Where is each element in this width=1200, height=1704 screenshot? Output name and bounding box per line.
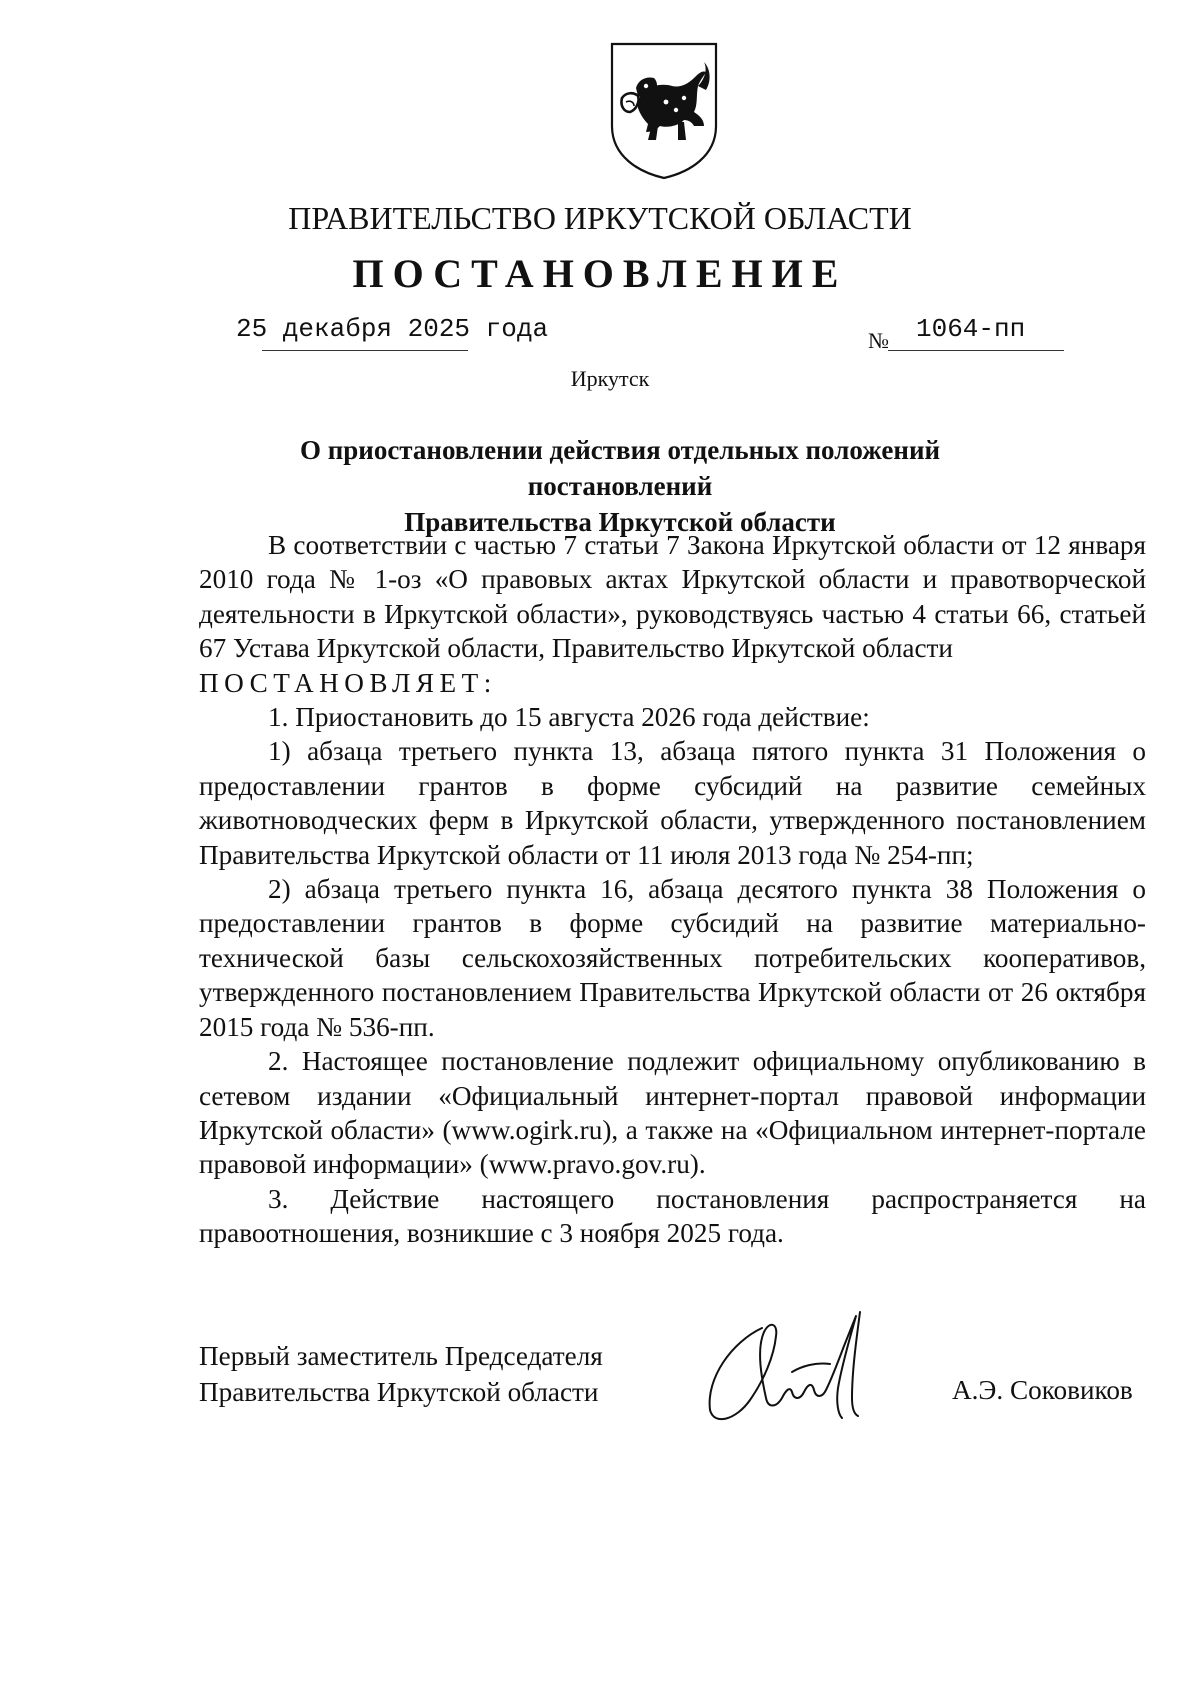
preamble-paragraph: В соответствии с частью 7 статьи 7 Закона Иркутской области от 12 января 2010 года № 1-оз «О правовых актах Иркутской области и правотворческой деятельности в Иркутской области», руководствуясь частью 4 статьи 66, статьей 67 Устава Иркутской области, Правительство Иркутской области [199,530,1146,664]
number-sign: № [868,328,889,353]
item-1-subitem-2: 2) абзаца третьего пункта 16, абзаца десятого пункта 38 Положения о предоставлении грантов в форме субсидий на развитие материально-технической базы сельскохозяйственных потребительских кооперативов, утвержденного постановлением Правительства Иркутской области от 26 октября 2015 года № 536-пп. [199,874,1146,1042]
document-number: 1064-пп [916,314,1026,344]
handwritten-signature-icon [692,1302,912,1430]
document-body [199,528,1146,1251]
item-3: 3. Действие настоящего постановления распространяется на правоотношения, возникшие с 3 ноября 2025 года. [199,1183,1146,1249]
signatory-position-line-1: Первый заместитель Председателя [199,1341,603,1371]
organization-name: ПРАВИТЕЛЬСТВО ИРКУТСКОЙ ОБЛАСТИ [288,200,912,236]
title-line-2: Правительства Иркутской области [404,507,836,537]
city-name: Иркутск [570,366,650,391]
date-underline [262,350,468,351]
signatory-position [199,1338,603,1410]
resolves-word: ПОСТАНОВЛЯЕТ: [199,667,497,698]
coat-of-arms-icon [608,40,720,182]
document-title [220,432,1020,540]
item-2: 2. Настоящее постановление подлежит официальному опубликованию в сетевом издании «Официальный интернет-портал правовой информации Иркутской области» (www.ogirk.ru), а также на «Официальном интернет-портале правовой информации» (www.pravo.gov.ru). [199,1046,1146,1180]
item-1-subitem-1: 1) абзаца третьего пункта 13, абзаца пятого пункта 31 Положения о предоставлении грантов в форме субсидий на развитие семейных животноводческих ферм в Иркутской области, утвержденного постановлением Правительства Иркутской области от 11 июля 2013 года № 254-пп; [199,736,1146,870]
item-1: 1. Приостановить до 15 августа 2026 года действие: [268,702,870,733]
signatory-name: А.Э. Соковиков [952,1375,1133,1405]
number-underline [888,350,1064,351]
title-line-1: О приостановлении действия отдельных положений постановлений [299,435,941,501]
signatory-position-line-2: Правительства Иркутской области [199,1377,599,1407]
document-date: 25 декабря 2025 года [236,314,549,344]
document-type: ПОСТАНОВЛЕНИЕ [352,251,848,296]
